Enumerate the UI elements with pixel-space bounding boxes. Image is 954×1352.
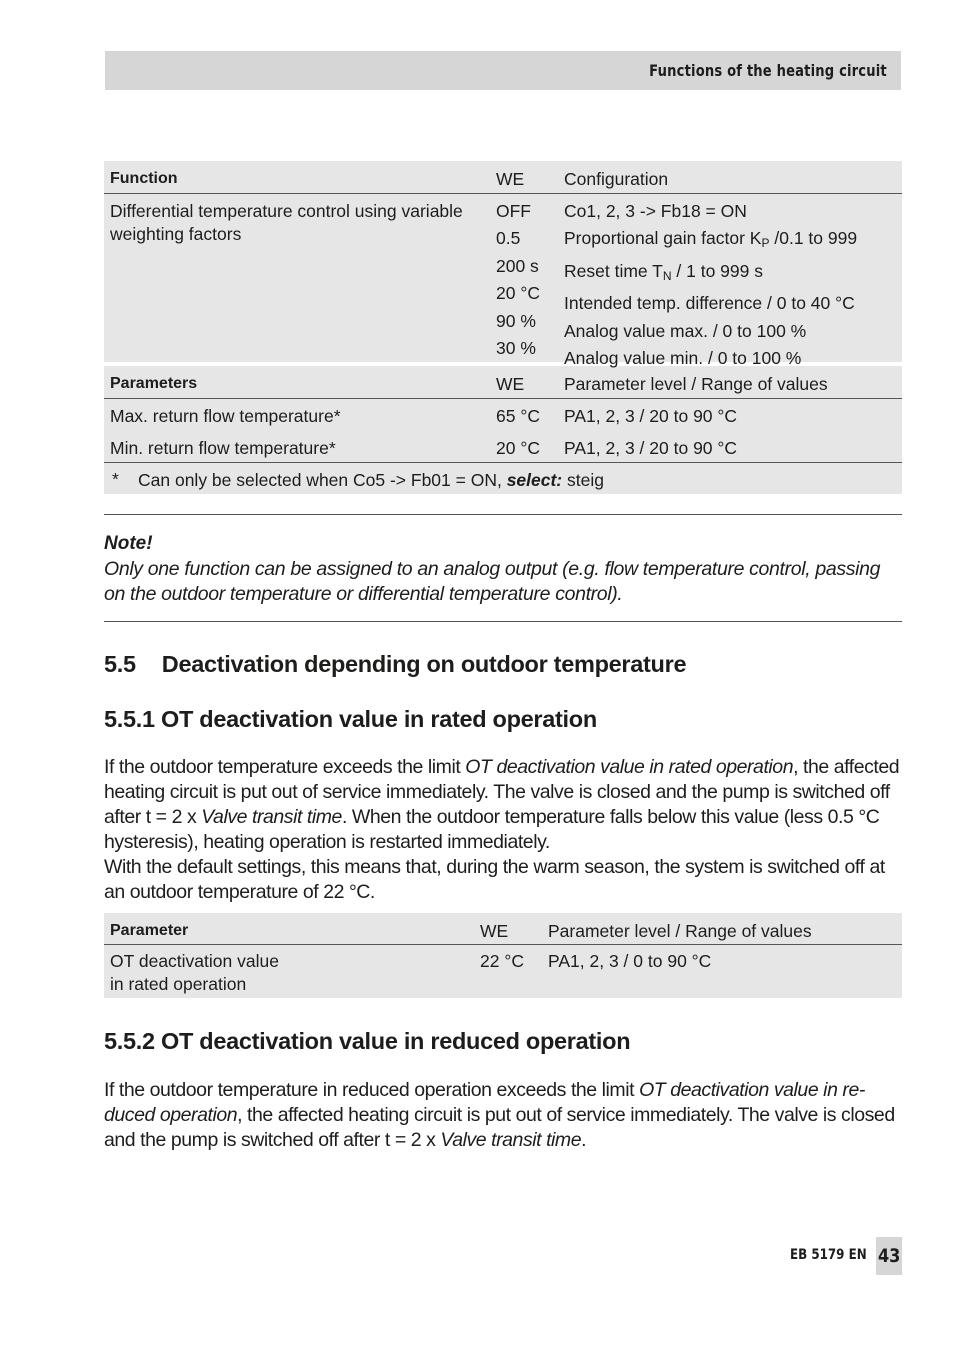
section-heading-5-5: 5.5 Deactivation depending on outdoor temperature bbox=[104, 651, 687, 677]
table-row: OT deactivation value in rated operation 22 °C PA1, 2, 3 / 0 to 90 °C bbox=[110, 951, 712, 994]
table-footnote: * Can only be selected when Co5 -> Fb01 = ON, select: steig bbox=[112, 469, 604, 490]
we-values: OFF 0.5 200 s 20 °C 90 % 30 % bbox=[496, 201, 540, 359]
table-header-row bbox=[104, 913, 902, 945]
section-heading-5-5-1: 5.5.1 OT deactivation value in rated operation bbox=[104, 706, 597, 732]
table-row: Min. return flow temperature* 20 °C PA1, 2, 3 / 20 to 90 °C bbox=[104, 431, 902, 463]
document-code: EB 5179 EN bbox=[790, 1247, 867, 1263]
col-we: WE bbox=[480, 921, 509, 941]
note-top-rule bbox=[104, 514, 902, 515]
function-table bbox=[104, 161, 902, 494]
function-name: Differential temperature control using variable weighting factors bbox=[110, 201, 463, 244]
table-header-row bbox=[104, 161, 902, 194]
col-function: Function bbox=[110, 170, 178, 187]
parameter-name: OT deactivation value in rated operation bbox=[110, 951, 279, 994]
note-bottom-rule bbox=[104, 621, 902, 622]
header-title: Functions of the heating circuit bbox=[649, 61, 887, 80]
col-parameters: Parameters bbox=[110, 375, 198, 392]
body-paragraph: If the outdoor temperature in reduced operation exceeds the limit OT deactivation value in re-duced operation, the affected heating circuit is put out of service immediately. The valve is closed and the pump is switched off after t = 2 x Valve transit time. bbox=[104, 1079, 895, 1151]
col-parameter: Parameter bbox=[110, 922, 189, 939]
note-text: Only one function can be assigned to an analog output (e.g. flow temperature control, passing on the outdoor temperature or differential temperature control). bbox=[104, 558, 881, 605]
page-number-box bbox=[876, 1237, 902, 1275]
section-heading-5-5-2: 5.5.2 OT deactivation value in reduced operation bbox=[104, 1028, 631, 1054]
config-values: Co1, 2, 3 -> Fb18 = ON Proportional gain factor $K_P$ /0.1 to 999 Reset time $T_N / 1$ to 999 s Intended temp. difference / 0 to 40 °C Analog value max. / 0 to 100 % Analog value min. / 0 to 100 % bbox=[564, 201, 858, 369]
col-configuration: Configuration bbox=[564, 169, 669, 189]
parameter-table bbox=[104, 913, 902, 998]
col-we: WE bbox=[496, 374, 525, 394]
table-row: Max. return flow temperature* 65 °C PA1, 2, 3 / 20 to 90 °C bbox=[110, 406, 738, 426]
col-range: Parameter level / Range of values bbox=[564, 374, 828, 394]
running-header bbox=[105, 51, 901, 90]
col-range: Parameter level / Range of values bbox=[548, 921, 812, 941]
body-paragraph: If the outdoor temperature exceeds the limit OT deactivation value in rated operation, the affected heating circuit is put out of service immediately. The valve is closed and the pump is switched off after t = 2 x Valve transit time. When the outdoor temperature falls below this value (less 0.5 °C hysteresis), heating operation is restarted immediately. With the default settings, this means that, during the warm season, the system is switched off at an outdoor temperature of 22 °C. bbox=[104, 756, 900, 903]
note-title: Note! bbox=[104, 533, 153, 554]
parameters-header-row bbox=[104, 366, 902, 399]
page-number: 43 bbox=[877, 1245, 901, 1267]
table-row bbox=[104, 194, 902, 369]
col-we: WE bbox=[496, 169, 525, 189]
